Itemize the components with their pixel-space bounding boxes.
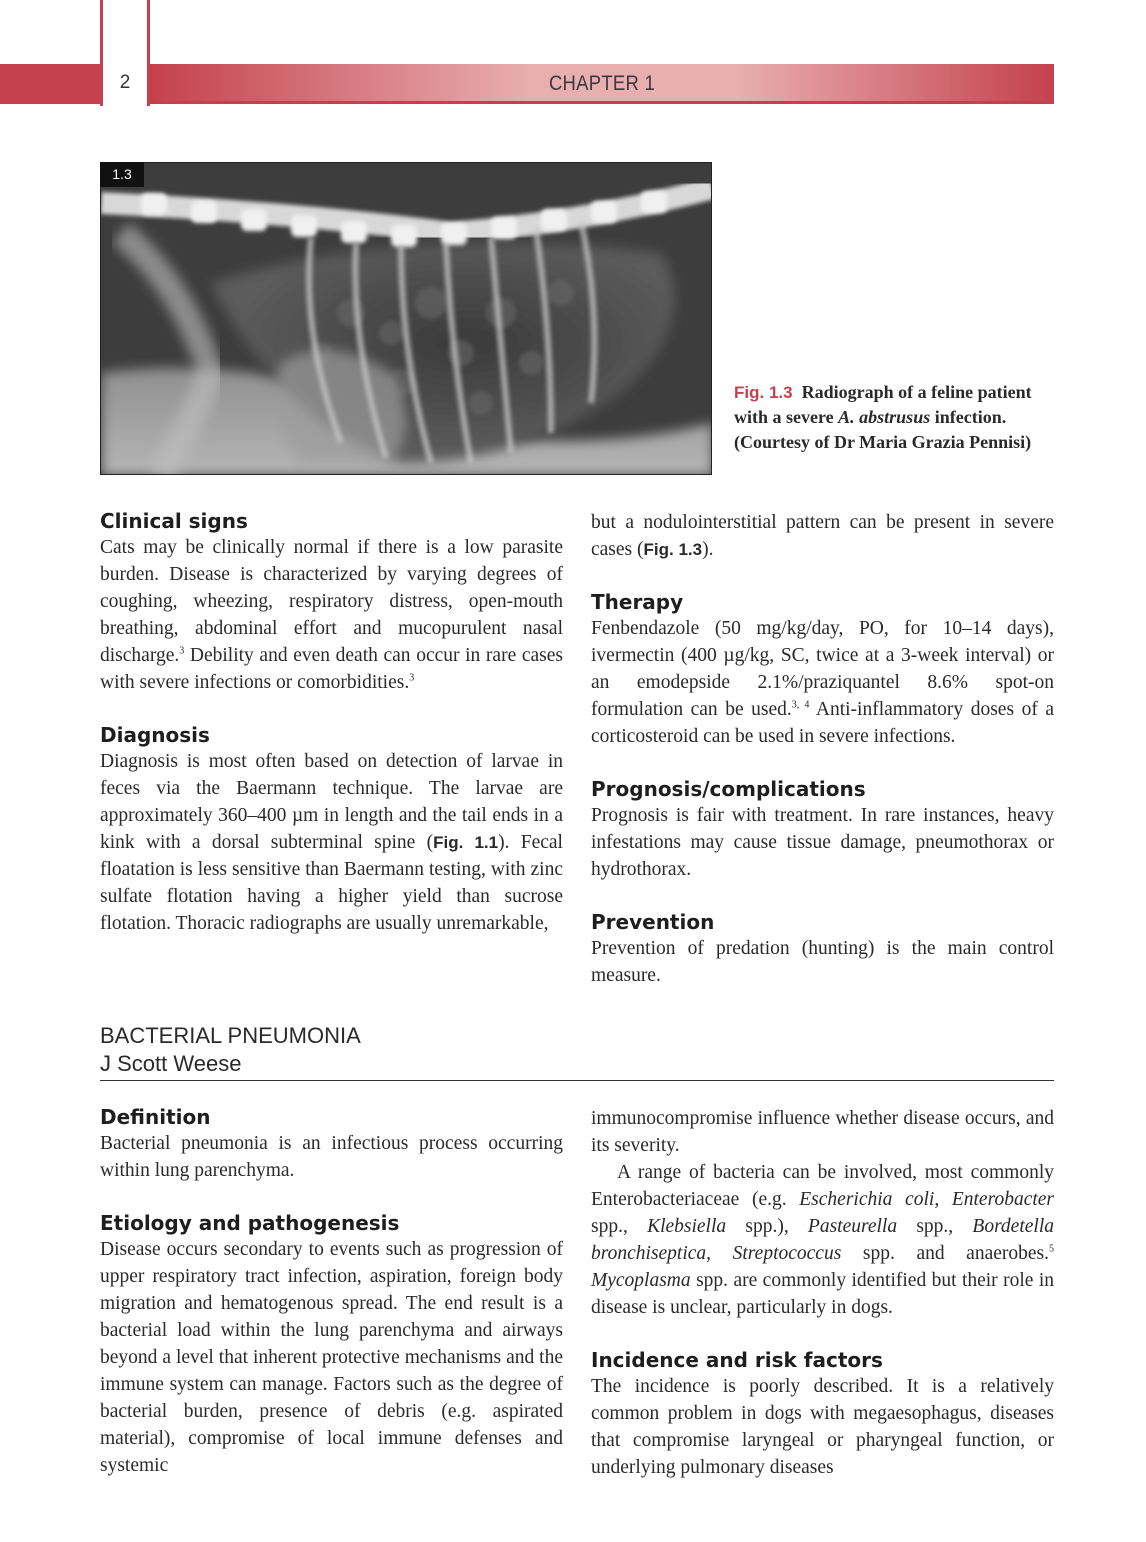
header-band-left (0, 64, 100, 104)
right-column-bottom (591, 1105, 1054, 1481)
incidence-text: The incidence is poorly described. It is a relatively common problem in dogs with megaesophagus, diseases that compromise laryngeal or pharyngeal function, or underlying pulmonary diseases (591, 1376, 1054, 1478)
clinical-signs-text (100, 534, 563, 696)
continued-text-b: ). (702, 539, 714, 560)
citation-sup: 3, 4 (791, 699, 810, 711)
bacteria-text-4: spp.), (726, 1216, 808, 1237)
caption-figure-ref: Fig. 1.3 (734, 383, 793, 402)
species-name: Bordetella bronchiseptica (591, 1216, 1054, 1264)
clinical-text-b: Debility and even death can occur in rare cases with severe infections or comorbidities. (100, 645, 563, 693)
bacteria-text-7: spp. and anaerobes. (841, 1243, 1050, 1264)
section-author: J Scott Weese (100, 1051, 242, 1076)
definition-text: Bacterial pneumonia is an infectious process occurring within lung parenchyma. (100, 1133, 563, 1181)
citation-sup: 5 (1049, 1243, 1055, 1255)
section-title: BACTERIAL PNEUMONIA (100, 1023, 361, 1048)
species-name: Streptococcus (732, 1243, 842, 1264)
bacteria-text-6: , (706, 1243, 733, 1264)
continued-text (591, 509, 1054, 563)
heading-incidence: Incidence and risk factors (591, 1348, 883, 1372)
continued-text-a: but a nodulointerstitial pattern can be present in severe cases ( (591, 512, 1054, 560)
therapy-text-a: Fenbendazole (50 mg/kg/day, PO, for 10–14 days), ivermectin (400 µg/kg, SC, twice at a 3-week interval) or an emodepside 2.1%/praziquantel 8.6% spot-on formulation can be used. (591, 618, 1054, 720)
species-name: Escherichia coli (799, 1189, 935, 1210)
species-name: Mycoplasma (591, 1270, 691, 1291)
bacteria-text-5: spp., (897, 1216, 973, 1237)
heading-clinical-signs: Clinical signs (100, 509, 248, 533)
immunocompromise-text: immunocompromise influence whether disease occurs, and its severity. (591, 1108, 1054, 1156)
diagnosis-text-a: Diagnosis is most often based on detection of larvae in feces via the Baermann technique. The larvae are approximately 360–400 µm in length and the tail ends in a kink with a dorsal subterminal spine ( (100, 751, 563, 853)
figure-label: 1.3 (100, 162, 144, 187)
radiograph-image (100, 162, 712, 475)
bacteria-text-1: A range of bacteria can be involved, most commonly Enterobacteriaceae (e.g. (591, 1162, 1054, 1210)
species-name: Enterobacter (951, 1189, 1055, 1210)
citation-sup: 3 (409, 672, 415, 684)
figure-reference: Fig. 1.3 (643, 540, 703, 559)
heading-therapy: Therapy (591, 590, 684, 614)
right-column-top (591, 509, 1054, 989)
caption-text-b: infection. (Courtesy of Dr Maria Grazia Pennisi) (734, 407, 1032, 452)
heading-prognosis: Prognosis/complications (591, 777, 866, 801)
bacteria-text-3: spp., (591, 1216, 648, 1237)
bacteria-text-9: spp. are commonly identified but their role in disease is unclear, particularly in dogs. (591, 1270, 1054, 1318)
caption-species: A. abstrusus (838, 407, 931, 427)
citation-sup: 3 (179, 645, 185, 657)
heading-definition: Definition (100, 1105, 211, 1129)
therapy-text-b: Anti-inflammatory doses of a corticosteroid can be used in severe infections. (591, 699, 1055, 747)
diagnosis-text (100, 748, 563, 937)
species-name: Klebsiella (647, 1216, 727, 1237)
left-column-top (100, 508, 563, 937)
section-divider (100, 1080, 1054, 1081)
diagnosis-text-b: ). Fecal floatation is less sensitive than Baermann testing, with zinc sulfate flotation having a higher yield than sucrose flotation. Thoracic radiographs are usually unremarkable, (100, 832, 563, 934)
prevention-text: Prevention of predation (hunting) is the main control measure. (591, 938, 1054, 986)
left-column-bottom (100, 1104, 563, 1479)
heading-diagnosis: Diagnosis (100, 723, 210, 747)
species-name: Pasteurella (807, 1216, 898, 1237)
caption-text-a: Radiograph of a feline patient with a severe (734, 382, 1032, 427)
heading-prevention: Prevention (591, 910, 715, 934)
etiology-text: Disease occurs secondary to events such as progression of upper respiratory tract infection, aspiration, foreign body migration and hematogenous spread. The end result is a bacterial load within the lung parenchyma and airways beyond a level that inherent protective mechanisms and the immune system can manage. Factors such as the degree of bacterial burden, presence of debris (e.g. aspirated material), compromise of local immune defenses and systemic (100, 1239, 563, 1476)
chapter-title: CHAPTER 1 (548, 72, 656, 95)
figure-caption (734, 380, 1034, 455)
page-number: 2 (119, 72, 131, 93)
figure-reference: Fig. 1.1 (433, 833, 499, 852)
section-heading (100, 1022, 361, 1078)
clinical-text-a: Cats may be clinically normal if there is a low parasite burden. Disease is characterized by varying degrees of coughing, wheezing, respiratory distress, open-mouth breathing, abdominal effort and mucopurulent nasal discharge. (100, 537, 563, 666)
bacteria-text (591, 1159, 1054, 1321)
therapy-text (591, 615, 1054, 750)
heading-etiology: Etiology and pathogenesis (100, 1211, 400, 1235)
bacteria-text-2: , (934, 1189, 952, 1210)
prognosis-text: Prognosis is fair with treatment. In rare instances, heavy infestations may cause tissue damage, pneumothorax or hydrothorax. (591, 805, 1054, 880)
